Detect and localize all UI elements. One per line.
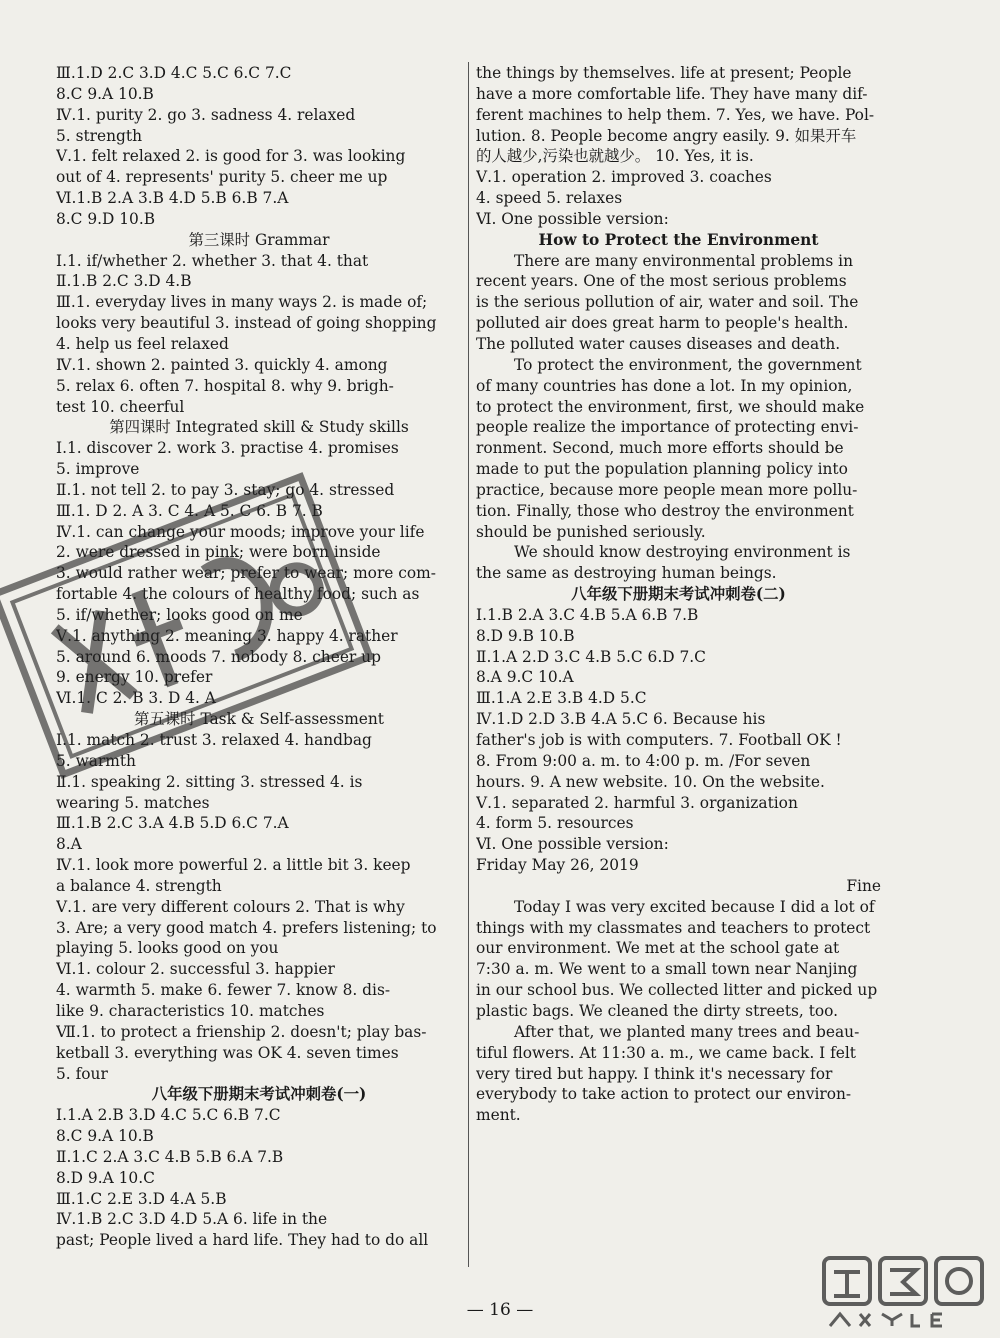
text-line: Friday May 26, 2019 xyxy=(476,856,639,875)
text-line: Ⅲ.1. everyday lives in many ways 2. is made of; xyxy=(56,293,428,312)
site-logo xyxy=(820,1252,988,1332)
text-line: everybody to take action to protect our environ- xyxy=(476,1085,852,1104)
text-line: Ⅵ.1.B 2.A 3.B 4.D 5.B 6.B 7.A xyxy=(56,189,289,208)
text-line: Ⅱ.1.B 2.C 3.D 4.B xyxy=(56,272,192,291)
text-line: Today I was very excited because I did a lot of xyxy=(514,897,875,916)
text-line: 八年级下册期末考试冲刺卷(二) xyxy=(571,585,786,604)
text-line: 5. warmth xyxy=(56,751,136,770)
text-line: 第三课时 Grammar xyxy=(188,230,330,249)
text-line: We should know destroying environment is xyxy=(514,543,851,562)
text-line: Ⅵ. One possible version: xyxy=(476,209,669,228)
text-line: a balance 4. strength xyxy=(56,876,222,895)
text-line: Ⅳ.1. look more powerful 2. a little bit 3. keep xyxy=(56,856,411,875)
text-line: 7:30 a. m. We went to a small town near Nanjing xyxy=(476,960,858,979)
text-line: Ⅳ.1.B 2.C 3.D 4.D 5.A 6. life in the xyxy=(56,1210,328,1229)
text-line: Ⅵ.1. C 2. B 3. D 4. A xyxy=(56,689,216,708)
text-line: 八年级下册期末考试冲刺卷(一) xyxy=(151,1085,367,1104)
text-line: the same as destroying human beings. xyxy=(476,564,777,583)
text-line: recent years. One of the most serious problems xyxy=(476,272,847,291)
text-line: Fine xyxy=(846,876,881,895)
text-line: 5. four xyxy=(56,1064,108,1083)
text-line: 第四课时 Integrated skill & Study skills xyxy=(109,418,409,437)
text-line: Ⅴ.1. felt relaxed 2. is good for 3. was looking xyxy=(56,147,406,166)
text-line: like 9. characteristics 10. matches xyxy=(56,1001,325,1020)
text-line: 5. if/whether; looks good on me xyxy=(56,605,303,624)
text-line: father's job is with computers. 7. Football OK ! xyxy=(476,731,842,749)
text-line: Ⅰ.1.B 2.A 3.C 4.B 5.A 6.B 7.B xyxy=(476,605,699,624)
text-line: Ⅳ.1. can change your moods; improve your life xyxy=(56,522,425,541)
text-line: There are many environmental problems in xyxy=(514,251,853,270)
text-line: Ⅲ.1.B 2.C 3.A 4.B 5.D 6.C 7.A xyxy=(56,814,289,833)
text-line: is the serious pollution of air, water and soil. The xyxy=(476,293,859,312)
text-line: 3. Are; a very good match 4. prefers listening; to xyxy=(56,918,437,937)
text-line: Ⅳ.1.D 2.D 3.B 4.A 5.C 6. Because his xyxy=(476,710,766,729)
text-line: Ⅴ.1. are very different colours 2. That is why xyxy=(56,897,405,916)
text-line: 5. strength xyxy=(56,126,142,145)
text-line: ronment. Second, much more efforts should be xyxy=(476,439,844,458)
text-line: Ⅰ.1. discover 2. work 3. practise 4. promises xyxy=(56,439,399,458)
text-line: 8.D 9.A 10.C xyxy=(56,1168,155,1187)
text-line: in our school bus. We collected litter and picked up xyxy=(476,981,878,1000)
text-line: 3. would rather wear; prefer to wear; more com- xyxy=(56,564,436,583)
text-line: Ⅱ.1. speaking 2. sitting 3. stressed 4. is xyxy=(56,772,363,791)
text-line: Ⅲ.1. D 2. A 3. C 4. A 5. C 6. B 7. B xyxy=(56,501,323,520)
text-line: 4. warmth 5. make 6. fewer 7. know 8. dis- xyxy=(56,981,391,1000)
text-line: looks very beautiful 3. instead of going shopping xyxy=(56,314,437,333)
text-line: Ⅴ.1. separated 2. harmful 3. organization xyxy=(476,793,798,812)
text-line: plastic bags. We cleaned the dirty streets, too. xyxy=(476,1001,839,1020)
text-line: 5. improve xyxy=(56,460,140,479)
text-line: people realize the importance of protecting envi- xyxy=(476,418,859,437)
text-line: Ⅵ. One possible version: xyxy=(476,835,669,854)
text-line: Ⅱ.1.C 2.A 3.C 4.B 5.B 6.A 7.B xyxy=(56,1147,284,1166)
text-line: should be punished seriously. xyxy=(476,522,706,541)
text-line: 4. form 5. resources xyxy=(476,814,634,833)
text-line: ferent machines to help them. 7. Yes, we have. Pol- xyxy=(476,105,875,124)
text-line: out of 4. represents' purity 5. cheer me up xyxy=(56,168,388,187)
text-line: Ⅲ.1.A 2.E 3.B 4.D 5.C xyxy=(476,689,647,708)
text-line: The polluted water causes diseases and death. xyxy=(476,334,841,353)
text-line: 8.C 9.D 10.B xyxy=(56,209,156,228)
text-line: 8.A xyxy=(56,835,82,854)
text-line: 8. From 9:00 a. m. to 4:00 p. m. /For seven xyxy=(476,751,811,770)
text-line: Ⅴ.1. anything 2. meaning 3. happy 4. rather xyxy=(56,626,398,645)
text-line: test 10. cheerful xyxy=(56,397,185,416)
text-line: very tired but happy. I think it's necessary for xyxy=(476,1064,833,1083)
column-divider xyxy=(468,62,469,1267)
text-line: to protect the environment, first, we should make xyxy=(476,397,865,416)
text-line: To protect the environment, the government xyxy=(514,355,862,374)
text-line: Ⅰ.1. match 2. trust 3. relaxed 4. handbag xyxy=(56,731,372,749)
page-number: — 16 — xyxy=(466,1300,534,1320)
text-line: of many countries has done a lot. In my opinion, xyxy=(476,376,853,395)
text-line: 9. energy 10. prefer xyxy=(56,668,213,687)
text-line: tion. Finally, those who destroy the environment xyxy=(476,501,854,520)
text-line: past; People lived a hard life. They had to do all xyxy=(56,1231,429,1250)
text-line: 5. around 6. moods 7. nobody 8. cheer up xyxy=(56,647,381,666)
text-line: have a more comfortable life. They have many dif- xyxy=(476,84,868,103)
text-line: 2. were dressed in pink; were born inside xyxy=(56,543,381,562)
text-line: our environment. We met at the school gate at xyxy=(476,939,840,958)
text-line: Ⅲ.1.C 2.E 3.D 4.A 5.B xyxy=(56,1189,227,1208)
text-line: Ⅱ.1. not tell 2. to pay 3. stay; go 4. stressed xyxy=(56,480,395,499)
text-line: Ⅶ.1. to protect a frienship 2. doesn't; play bas- xyxy=(56,1022,427,1041)
text-line: 5. relax 6. often 7. hospital 8. why 9. brigh- xyxy=(56,376,394,395)
text-line: playing 5. looks good on you xyxy=(56,939,279,958)
text-line: Ⅲ.1.D 2.C 3.D 4.C 5.C 6.C 7.C xyxy=(56,64,292,82)
text-line: practice, because more people mean more pollu- xyxy=(476,480,858,499)
text-line: 第五课时 Task & Self-assessment xyxy=(133,710,384,729)
text-line: hours. 9. A new website. 10. On the website. xyxy=(476,772,825,791)
text-line: made to put the population planning policy into xyxy=(476,460,848,479)
text-line: Ⅴ.1. operation 2. improved 3. coaches xyxy=(476,168,772,187)
text-line: polluted air does great harm to people's health. xyxy=(476,314,849,333)
text-line: How to Protect the Environment xyxy=(538,230,819,249)
text-line: 8.C 9.A 10.B xyxy=(56,84,154,103)
text-line: 8.D 9.B 10.B xyxy=(476,626,575,645)
text-line: ketball 3. everything was OK 4. seven times xyxy=(56,1043,399,1062)
text-line: 8.A 9.C 10.A xyxy=(476,668,574,687)
text-line: Ⅰ.1. if/whether 2. whether 3. that 4. that xyxy=(56,251,369,270)
text-line: the things by themselves. life at present; People xyxy=(476,64,852,82)
text-line: lution. 8. People become angry easily. 9. 如果开车 xyxy=(476,126,857,145)
text-line: tiful flowers. At 11:30 a. m., we came back. I felt xyxy=(476,1043,856,1062)
text-line: Ⅵ.1. colour 2. successful 3. happier xyxy=(56,960,335,979)
text-line: Ⅱ.1.A 2.D 3.C 4.B 5.C 6.D 7.C xyxy=(476,647,706,666)
text-line: Ⅳ.1. purity 2. go 3. sadness 4. relaxed xyxy=(56,105,356,124)
text-line: 的人越少,污染也就越少。 10. Yes, it is. xyxy=(476,147,754,166)
text-line: 8.C 9.A 10.B xyxy=(56,1127,154,1146)
text-line: fortable 4. the colours of healthy food; such as xyxy=(56,585,420,604)
text-line: 4. help us feel relaxed xyxy=(56,334,229,353)
right-column xyxy=(476,63,881,1126)
text-line: 4. speed 5. relaxes xyxy=(476,189,623,208)
text-line: Ⅰ.1.A 2.B 3.D 4.C 5.C 6.B 7.C xyxy=(56,1106,281,1125)
text-line: Ⅳ.1. shown 2. painted 3. quickly 4. among xyxy=(56,355,388,374)
text-line: After that, we planted many trees and beau- xyxy=(514,1022,860,1041)
text-line: things with my classmates and teachers to protect xyxy=(476,918,871,937)
text-line: wearing 5. matches xyxy=(56,793,210,812)
text-line: ment. xyxy=(476,1106,521,1125)
